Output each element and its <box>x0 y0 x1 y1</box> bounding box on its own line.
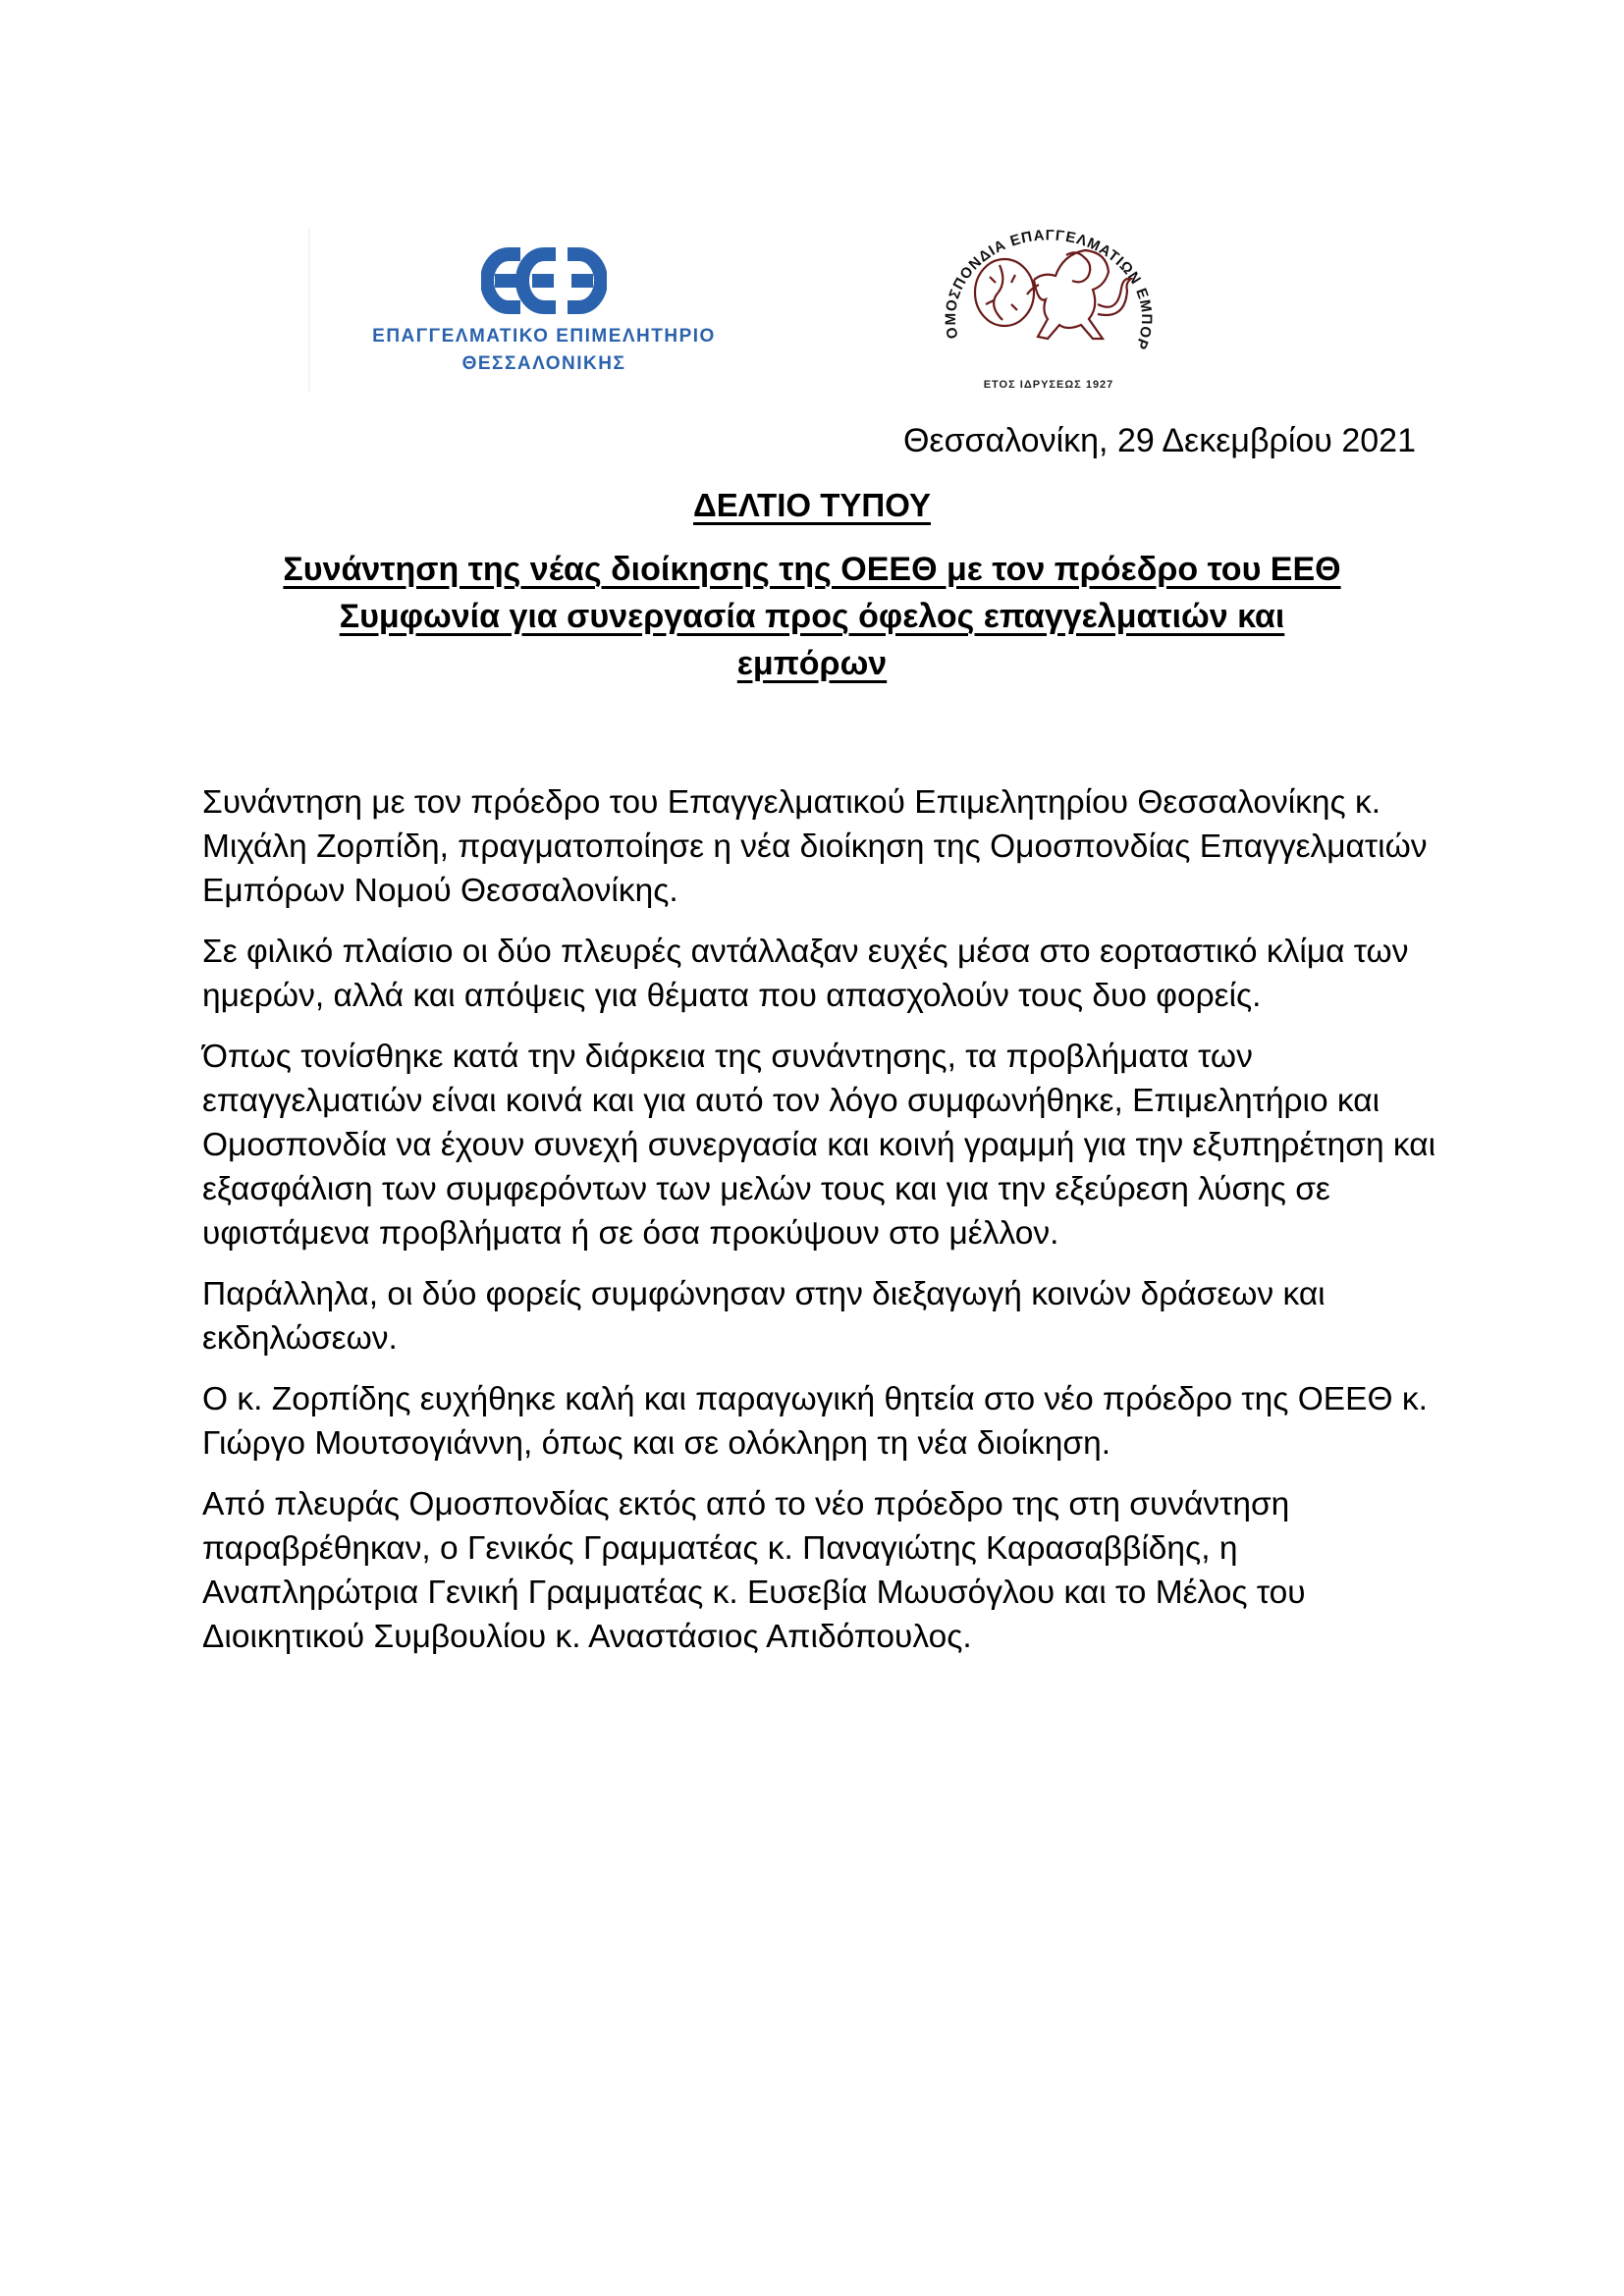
svg-text:ΟΜΟΣΠΟΝΔΙΑ ΕΠΑΓΓΕΛΜΑΤΙΩΝ ΕΜΠΟΡ <box>901 187 1155 352</box>
press-release-body <box>202 780 1439 1676</box>
oeeth-founded: ΕΤΟΣ ΙΔΡΥΣΕΩΣ 1927 <box>983 379 1114 391</box>
eeth-logo <box>308 228 778 393</box>
paragraph: Συνάντηση με τον πρόεδρο του Επαγγελματικού Επιμελητηρίου Θεσσαλονίκης κ. Μιχάλη Ζορπίδη, πραγματοποίησε η νέα διοίκηση της Ομοσπονδίας Επαγγελματιών Εμπόρων Νομού Θεσσαλονίκης. <box>202 784 1428 909</box>
oeeth-seal-icon <box>901 187 1196 383</box>
eeth-logo-line1: ΕΠΑΓΓΕΛΜΑΤΙΚΟ ΕΠΙΜΕΛΗΤΗΡΙΟ <box>372 326 716 347</box>
paragraph: Σε φιλικό πλαίσιο οι δύο πλευρές αντάλλαξαν ευχές μέσα στο εορταστικό κλίμα των ημερών, αλλά και απόψεις για θέματα που απασχολούν τους δυο φορείς. <box>202 934 1409 1014</box>
eeth-logo-line2: ΘΕΣΣΑΛΟΝΙΚΗΣ <box>461 353 626 374</box>
press-release-title <box>0 546 1624 687</box>
dateline: Θεσσαλονίκη, 29 Δεκεμβρίου 2021 <box>902 422 1416 459</box>
title-line: Συμφωνία για συνεργασία προς όφελος επαγγελματιών και <box>339 598 1285 635</box>
eeth-mark-icon <box>481 245 607 316</box>
paragraph: Από πλευράς Ομοσπονδίας εκτός από το νέο πρόεδρο της στη συνάντηση παραβρέθηκαν, ο Γενικός Γραμματέας κ. Παναγιώτης Καρασαββίδης, η Αναπληρώτρια Γενική Γραμματέας κ. Ευσεβία Μωυσόγλου και το Μέλος του Διοικητικού Συμβουλίου κ. Αναστάσιος Απιδόπουλος. <box>202 1486 1306 1655</box>
lion-with-globe-icon <box>975 250 1131 339</box>
press-release-label: ΔΕΛΤΙΟ ΤΥΠΟΥ <box>693 487 931 523</box>
oeeth-ring-text: ΟΜΟΣΠΟΝΔΙΑ ΕΠΑΓΓΕΛΜΑΤΙΩΝ ΕΜΠΟΡ <box>942 227 1156 352</box>
paragraph: Όπως τονίσθηκε κατά την διάρκεια της συνάντησης, τα προβλήματα των επαγγελματιών είναι κοινά και για αυτό τον λόγο συμφωνήθηκε, Επιμελητήριο και Ομοσπονδία να έχουν συνεχή συνεργασία και κοινή γραμμή για την εξυπηρέτηση και εξασφάλιση των συμφερόντων των μελών τους και για την εξεύρεση λύσης σε υφιστάμενα προβλήματα ή σε όσα προκύψουν στο μέλλον. <box>202 1039 1436 1252</box>
paragraph: Παράλληλα, οι δύο φορείς συμφώνησαν στην διεξαγωγή κοινών δράσεων και εκδηλώσεων. <box>202 1276 1326 1357</box>
title-line: εμπόρων <box>736 645 888 682</box>
title-line: Συνάντηση της νέας διοίκησης της ΟΕΕΘ με τον πρόεδρο του ΕΕΘ <box>283 551 1341 588</box>
paragraph: Ο κ. Ζορπίδης ευχήθηκε καλή και παραγωγική θητεία στο νέο πρόεδρο της ΟΕΕΘ κ. Γιώργο Μουτσογιάννη, όπως και σε ολόκληρη τη νέα διοίκηση. <box>202 1381 1428 1462</box>
oeeth-logo <box>901 187 1196 402</box>
